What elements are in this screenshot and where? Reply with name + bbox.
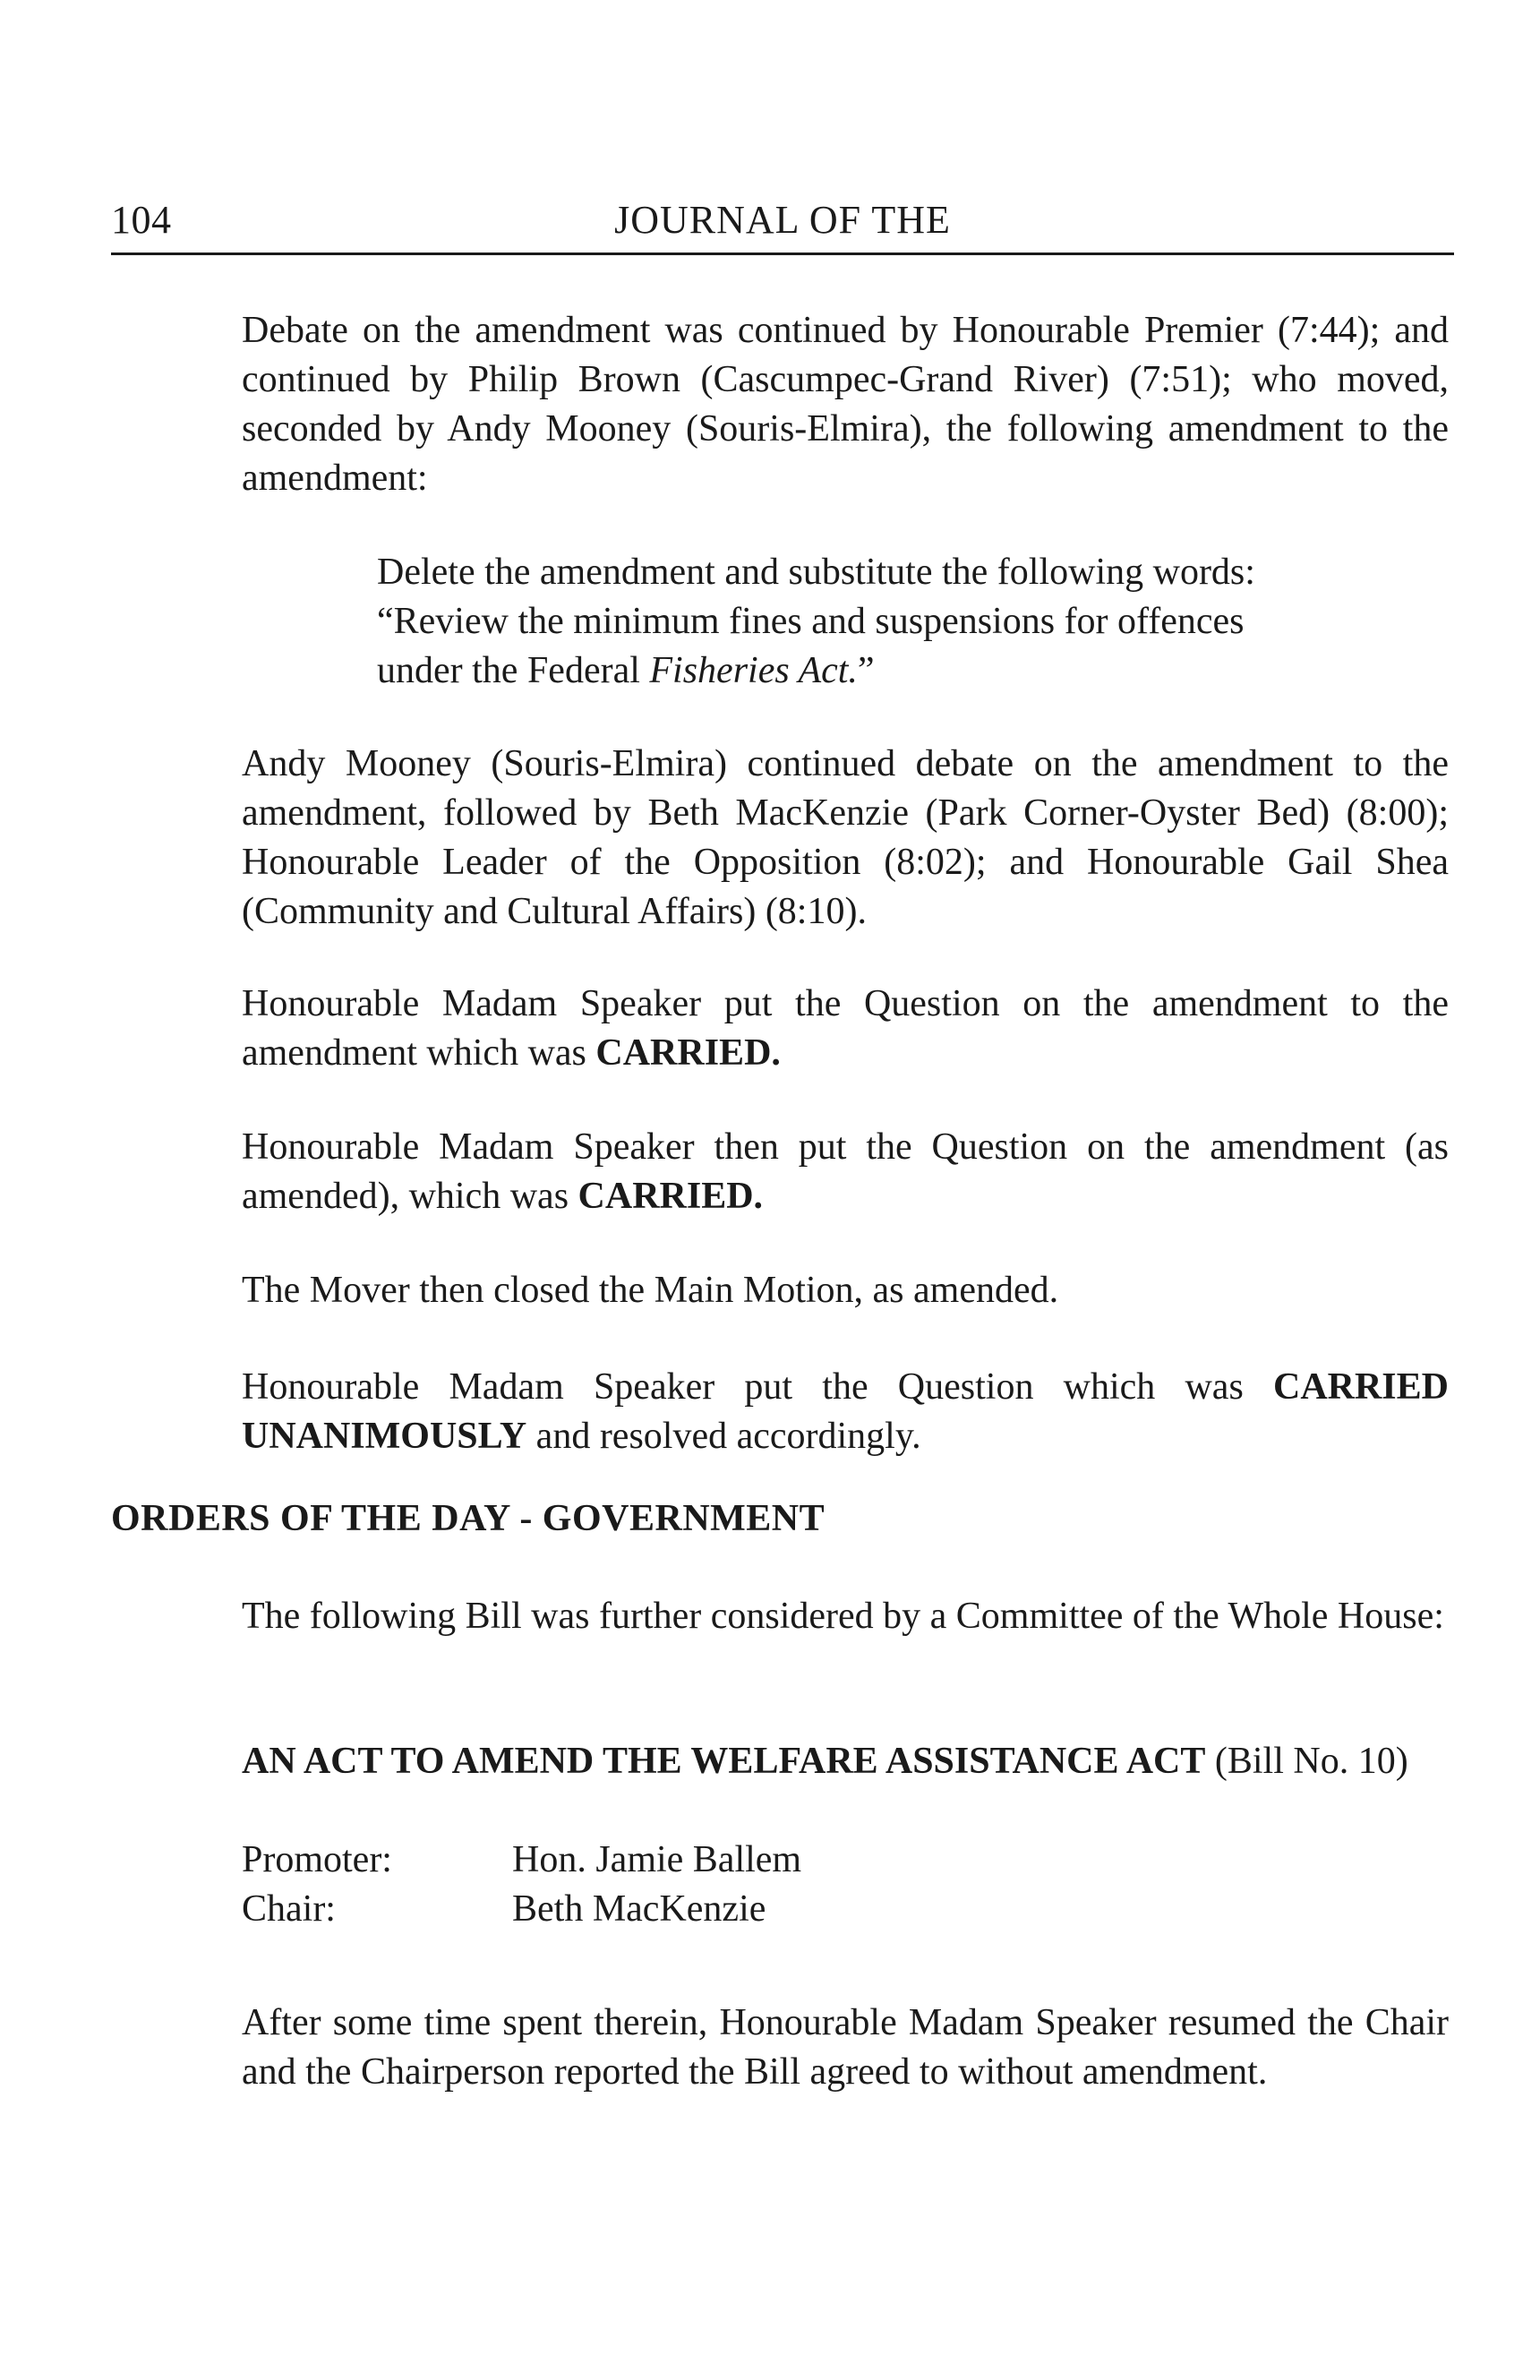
question-text: Honourable Madam Speaker put the Question which was <box>242 1366 1273 1408</box>
page-header <box>111 195 1454 255</box>
chair-value: Beth MacKenzie <box>512 1888 766 1930</box>
paragraph-committee-report: After some time spent therein, Honourable Madam Speaker resumed the Chair and the Chairperson reported the Bill agreed to without amendment. <box>242 2002 1449 2093</box>
quote-line-3 <box>377 646 1344 696</box>
bill-title <box>242 1737 1449 1786</box>
paragraph-debate-continued: Debate on the amendment was continued by Honourable Premier (7:44); and continued by Philip Brown (Cascumpec-Grand River) (7:51); who moved, seconded by Andy Mooney (Souris-Elmira), the following amendment to the amendment: <box>242 310 1449 499</box>
quote-line-3-text: under the Federal <box>377 650 650 691</box>
question-text: Honourable Madam Speaker then put the Question on the amendment (as amended), which was <box>242 1126 1449 1217</box>
promoter-label: Promoter: <box>242 1839 392 1880</box>
carried-unanimously-label: CARRIED UNANIMOUSLY <box>242 1366 1449 1457</box>
paragraph-bill-considered: The following Bill was further considered by a Committee of the Whole House: <box>242 1596 1444 1637</box>
amendment-quote <box>377 548 1344 696</box>
quote-line-1: Delete the amendment and substitute the following words: <box>377 552 1255 593</box>
carried-label: CARRIED. <box>578 1176 764 1217</box>
running-head: JOURNAL OF THE <box>614 198 951 242</box>
question-text: Honourable Madam Speaker put the Question on the amendment to the amendment which was <box>242 983 1449 1074</box>
chair-label: Chair: <box>242 1888 336 1930</box>
carried-label: CARRIED. <box>595 1032 781 1074</box>
quote-line-2: “Review the minimum fines and suspensions for offences <box>377 601 1245 642</box>
paragraph-question-amendment <box>242 980 1449 1078</box>
bill-number: (Bill No. 10) <box>1205 1741 1408 1782</box>
bill-title-bold: AN ACT TO AMEND THE WELFARE ASSISTANCE ACT <box>242 1741 1206 1782</box>
quote-close-mark: ” <box>857 650 875 691</box>
paragraph-question-amended <box>242 1123 1449 1221</box>
page-number: 104 <box>111 198 172 242</box>
act-title-italic: Fisheries Act. <box>649 650 858 691</box>
paragraph-question-main <box>242 1363 1449 1461</box>
question-text-after: and resolved accordingly. <box>526 1416 921 1457</box>
section-heading: ORDERS OF THE DAY - GOVERNMENT <box>111 1498 826 1539</box>
paragraph-main-motion: The Mover then closed the Main Motion, as amended. <box>242 1270 1059 1311</box>
paragraph-debate-amendment: Andy Mooney (Souris-Elmira) continued debate on the amendment to the amendment, followed by Beth MacKenzie (Park Corner-Oyster Bed) (8:00); Honourable Leader of the Opposition (8:02); and Honourable Gail Shea (Community and Cultural Affairs) (8:10). <box>242 743 1449 932</box>
promoter-value: Hon. Jamie Ballem <box>512 1839 802 1880</box>
